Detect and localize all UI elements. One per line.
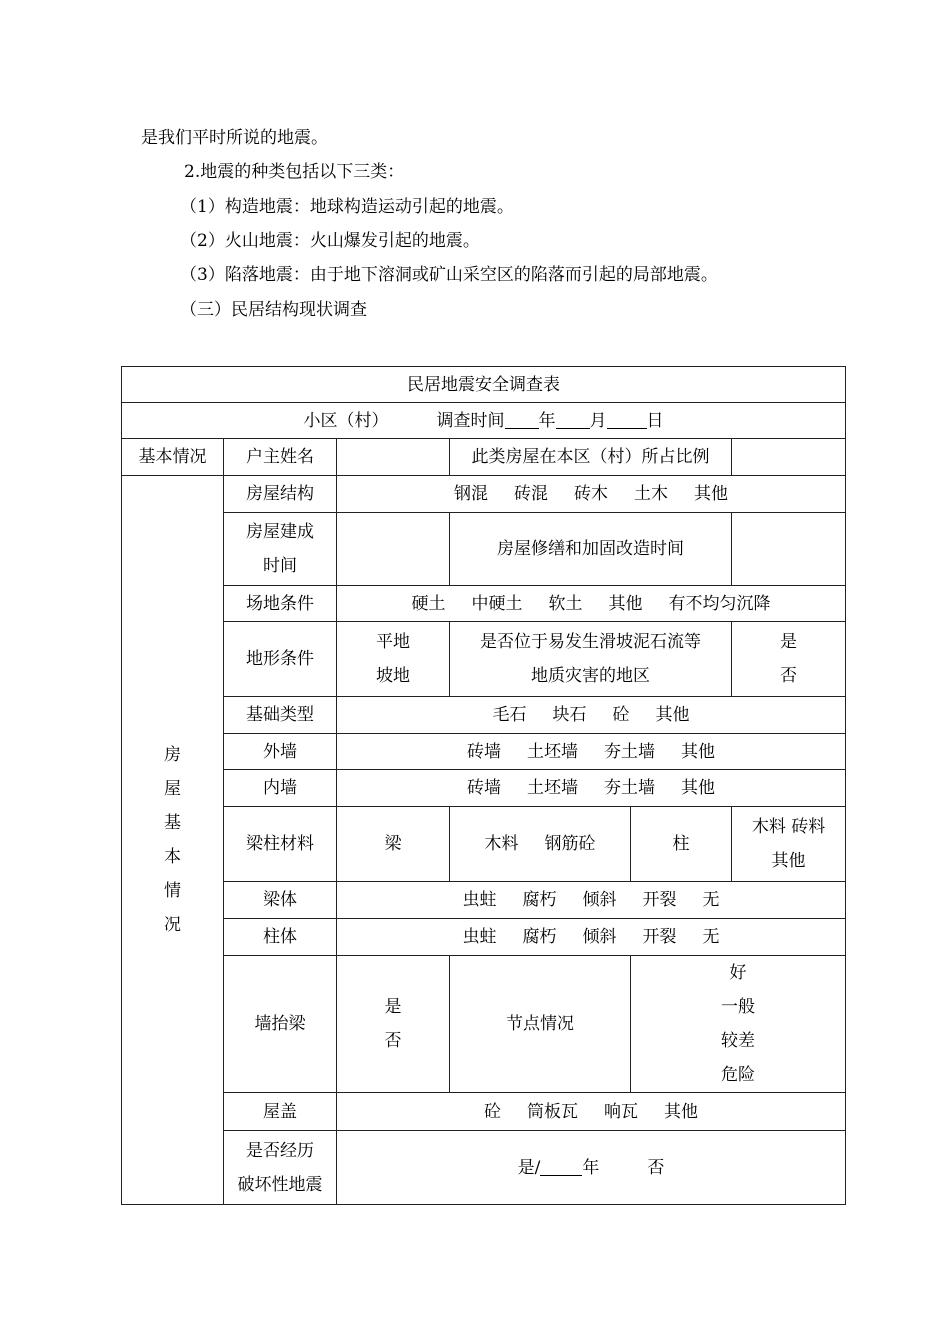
column-label: 柱 bbox=[631, 807, 732, 882]
hazard-options[interactable]: 是 否 bbox=[732, 622, 846, 697]
site-options[interactable]: 硬土 中硬土 软土 其他 有不均匀沉降 bbox=[337, 586, 846, 622]
month-label: 月 bbox=[589, 410, 607, 431]
roof-label: 屋盖 bbox=[224, 1093, 337, 1131]
site-label: 场地条件 bbox=[224, 586, 337, 622]
terrain-options[interactable]: 平地 坡地 bbox=[337, 622, 450, 697]
built-time-field[interactable] bbox=[337, 513, 450, 586]
intro-line-5: （3）陷落地震：由于地下溶洞或矿山采空区的陷落而引起的局部地震。 bbox=[180, 265, 718, 285]
survey-time-label: 调查时间 bbox=[436, 410, 505, 431]
intro-line-2: 2.地震的种类包括以下三类： bbox=[184, 162, 405, 182]
beam-body-options[interactable]: 虫蛀 腐朽 倾斜 开裂 无 bbox=[337, 882, 846, 919]
intro-line-4: （2）火山地震：火山爆发引起的地震。 bbox=[180, 231, 480, 251]
inner-wall-label: 内墙 bbox=[224, 770, 337, 807]
owner-name-field[interactable] bbox=[337, 439, 450, 476]
beam-options[interactable]: 木料 钢筋砼 bbox=[450, 807, 631, 882]
intro-line-1: 是我们平时所说的地震。 bbox=[141, 128, 328, 148]
quake-year-blank[interactable] bbox=[540, 1157, 582, 1176]
beam-label: 梁 bbox=[337, 807, 450, 882]
structure-label: 房屋结构 bbox=[224, 476, 337, 513]
node-label: 节点情况 bbox=[450, 956, 631, 1093]
foundation-label: 基础类型 bbox=[224, 697, 337, 734]
date-row bbox=[122, 403, 846, 439]
year-blank[interactable] bbox=[505, 410, 539, 429]
quake-history-label: 是否经历 破坏性地震 bbox=[224, 1131, 337, 1205]
column-body-label: 柱体 bbox=[224, 919, 337, 956]
quake-history-options[interactable]: 是/ 年 否 bbox=[337, 1131, 846, 1205]
house-basic-info-label: 房 屋 基 本 情 况 bbox=[122, 476, 224, 1205]
wall-beam-label: 墙抬梁 bbox=[224, 956, 337, 1093]
outer-wall-options[interactable]: 砖墙 土坯墙 夯土墙 其他 bbox=[337, 734, 846, 770]
outer-wall-label: 外墙 bbox=[224, 734, 337, 770]
column-options[interactable]: 木料 砖料 其他 bbox=[732, 807, 846, 882]
hazard-question: 是否位于易发生滑坡泥石流等 地质灾害的地区 bbox=[450, 622, 732, 697]
village-label: 小区（村） bbox=[303, 410, 389, 431]
inner-wall-options[interactable]: 砖墙 土坯墙 夯土墙 其他 bbox=[337, 770, 846, 807]
repair-time-label: 房屋修缮和加固改造时间 bbox=[450, 513, 732, 586]
owner-name-label: 户主姓名 bbox=[224, 439, 337, 476]
column-body-options[interactable]: 虫蛀 腐朽 倾斜 开裂 无 bbox=[337, 919, 846, 956]
ratio-field[interactable] bbox=[732, 439, 846, 476]
beam-column-label: 梁柱材料 bbox=[224, 807, 337, 882]
section-heading: （三）民居结构现状调查 bbox=[180, 300, 367, 320]
roof-options[interactable]: 砼 筒板瓦 响瓦 其他 bbox=[337, 1093, 846, 1131]
table-title: 民居地震安全调查表 bbox=[122, 367, 846, 403]
foundation-options[interactable]: 毛石 块石 砼 其他 bbox=[337, 697, 846, 734]
intro-line-3: （1）构造地震：地球构造运动引起的地震。 bbox=[180, 197, 514, 217]
built-time-label: 房屋建成 时间 bbox=[224, 513, 337, 586]
repair-time-field[interactable] bbox=[732, 513, 846, 586]
day-label: 日 bbox=[646, 410, 664, 431]
wall-beam-options[interactable]: 是 否 bbox=[337, 956, 450, 1093]
ratio-label: 此类房屋在本区（村）所占比例 bbox=[450, 439, 732, 476]
basic-info-label: 基本情况 bbox=[122, 439, 224, 476]
node-options[interactable]: 好 一般 较差 危险 bbox=[631, 956, 846, 1093]
survey-table bbox=[121, 366, 846, 1205]
year-label: 年 bbox=[538, 410, 556, 431]
day-blank[interactable] bbox=[607, 410, 647, 429]
month-blank[interactable] bbox=[556, 410, 590, 429]
terrain-label: 地形条件 bbox=[224, 622, 337, 697]
beam-body-label: 梁体 bbox=[224, 882, 337, 919]
structure-options[interactable]: 钢混 砖混 砖木 土木 其他 bbox=[337, 476, 846, 513]
